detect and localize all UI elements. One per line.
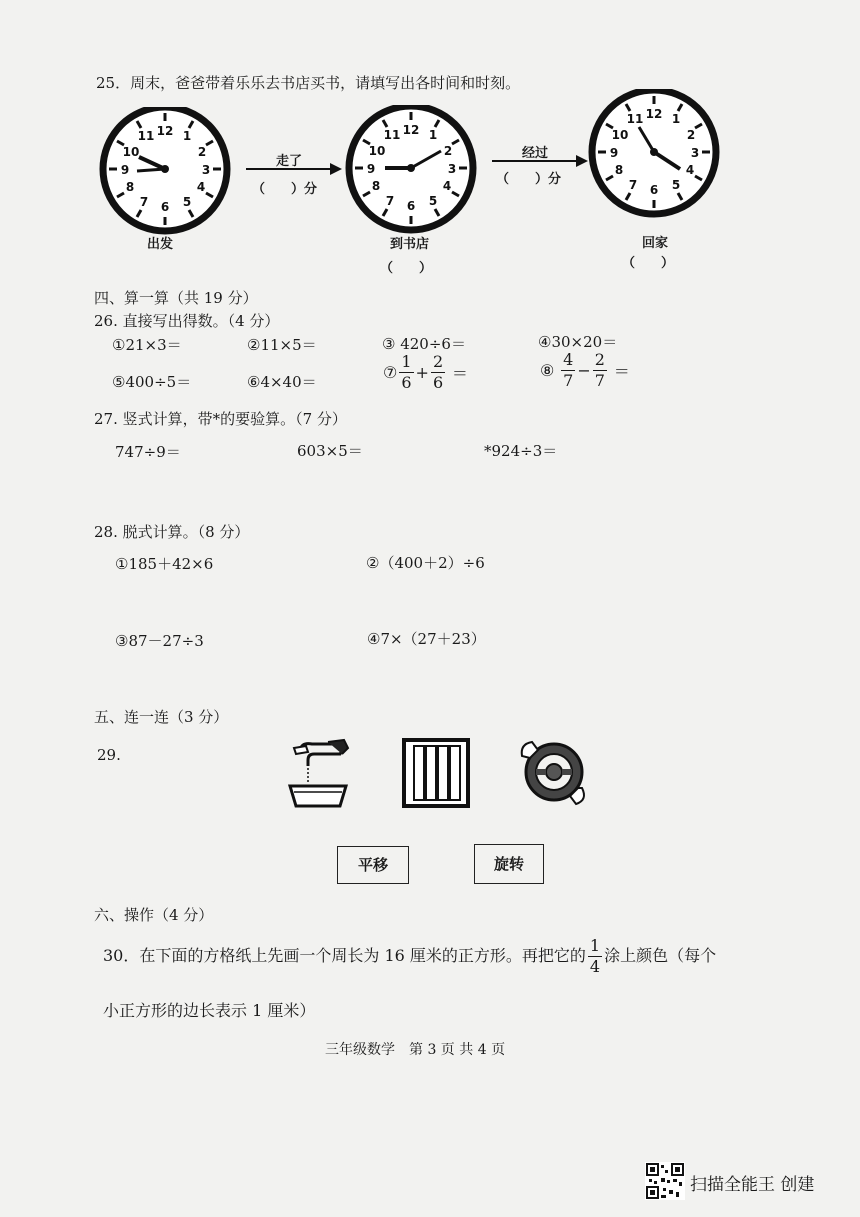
clock-bookstore	[343, 105, 483, 237]
svg-text:5: 5	[182, 195, 192, 209]
clock1-caption: 出发	[147, 237, 174, 252]
q27-item-1: 747÷9＝	[115, 443, 181, 461]
denominator: 7	[563, 371, 574, 390]
svg-text:11: 11	[383, 128, 401, 142]
walk-blank: （ ）分	[252, 182, 318, 197]
q25-text: 25．周末，爸爸带着乐乐去书店买书，请填写出各时间和时刻。	[96, 74, 521, 92]
window-grille-icon	[402, 738, 470, 808]
svg-text:1: 1	[671, 112, 681, 126]
section4-title: 四、算一算（共 19 分）	[94, 289, 258, 307]
numerator: 4	[563, 350, 574, 369]
denominator: 6	[401, 373, 412, 392]
section5-title: 五、连一连（3 分）	[94, 708, 229, 726]
clock3-blank: （ ）	[622, 256, 675, 271]
svg-text:7: 7	[139, 195, 149, 209]
pass-label: 经过	[522, 146, 549, 161]
svg-text:4: 4	[442, 179, 452, 193]
q28-item-3: ③87－27÷3	[115, 632, 204, 650]
arrow-right-icon	[490, 154, 590, 168]
svg-text:9: 9	[120, 163, 130, 177]
fraction	[431, 354, 445, 391]
svg-text:3: 3	[447, 162, 457, 176]
label-box-rotation: 旋转	[474, 844, 544, 884]
q26-item-2: ②11×5＝	[247, 336, 317, 354]
fraction	[399, 354, 413, 391]
svg-text:12: 12	[645, 107, 663, 121]
svg-text:2: 2	[686, 128, 696, 142]
svg-text:12: 12	[402, 123, 420, 137]
plus-sign: +	[415, 363, 429, 382]
label-box-translation: 平移	[337, 846, 409, 884]
svg-text:4: 4	[685, 163, 695, 177]
svg-text:11: 11	[137, 129, 155, 143]
svg-text:10: 10	[611, 128, 629, 142]
steering-wheel-icon	[516, 736, 592, 808]
q26-item-8	[540, 352, 630, 389]
svg-text:3: 3	[690, 146, 700, 160]
svg-text:8: 8	[371, 179, 381, 193]
q26-item-1: ①21×3＝	[112, 336, 182, 354]
svg-text:5: 5	[671, 178, 681, 192]
svg-text:11: 11	[626, 112, 644, 126]
clock2-caption: 到书店	[390, 237, 430, 252]
qr-code-icon	[645, 1162, 685, 1200]
svg-text:9: 9	[366, 162, 376, 176]
q30-line2: 小正方形的边长表示 1 厘米）	[103, 1001, 316, 1020]
q26-item7-prefix: ⑦	[383, 363, 398, 382]
equals-sign: ＝	[613, 362, 630, 381]
q30-text-after: 涂上颜色（每个	[604, 946, 717, 965]
svg-text:7: 7	[628, 178, 638, 192]
svg-text:6: 6	[160, 200, 170, 214]
svg-text:1: 1	[428, 128, 438, 142]
svg-text:12: 12	[156, 124, 174, 138]
numerator: 2	[594, 350, 605, 369]
denominator: 7	[594, 371, 605, 390]
q26-title: 26. 直接写出得数。（4 分）	[94, 312, 280, 330]
numerator: 2	[432, 352, 444, 371]
q26-item-6: ⑥4×40＝	[247, 373, 317, 391]
q26-item-4: ④30×20＝	[538, 333, 618, 351]
scanner-brand-text: 扫描全能王 创建	[690, 1175, 815, 1195]
faucet-basin-icon	[282, 738, 354, 812]
svg-text:2: 2	[443, 144, 453, 158]
svg-text:10: 10	[368, 144, 386, 158]
q27-item-2: 603×5＝	[297, 442, 363, 460]
arrow-right-icon	[244, 162, 344, 176]
clock-home	[586, 89, 726, 219]
numerator: 1	[401, 352, 412, 371]
q26-item8-prefix: ⑧	[540, 361, 555, 380]
minus-sign: −	[577, 361, 591, 380]
numerator: 1	[589, 936, 601, 955]
denominator: 6	[432, 373, 444, 392]
pass-blank: （ ）分	[496, 172, 562, 187]
q26-item-7	[383, 354, 468, 391]
clock3-caption: 回家	[642, 236, 669, 251]
svg-text:3: 3	[201, 163, 211, 177]
svg-text:8: 8	[125, 180, 135, 194]
svg-text:5: 5	[428, 194, 438, 208]
equals-sign: ＝	[451, 364, 468, 383]
denominator: 4	[589, 957, 601, 976]
q27-title: 27. 竖式计算，带*的要验算。（7 分）	[94, 410, 347, 428]
q30-line1	[103, 938, 716, 975]
q28-item-1: ①185＋42×6	[115, 555, 214, 573]
svg-text:8: 8	[614, 163, 624, 177]
svg-text:2: 2	[197, 145, 207, 159]
q28-title: 28. 脱式计算。（8 分）	[94, 523, 250, 541]
fraction	[588, 938, 602, 975]
q29-number: 29.	[97, 746, 121, 764]
page-footer: 三年级数学 第 3 页 共 4 页	[325, 1042, 506, 1058]
clock-departure	[97, 107, 237, 237]
svg-text:4: 4	[196, 180, 206, 194]
svg-text:9: 9	[609, 146, 619, 160]
svg-text:7: 7	[385, 194, 395, 208]
q28-item-2: ②（400＋2）÷6	[366, 554, 485, 572]
svg-text:1: 1	[182, 129, 192, 143]
q28-item-4: ④7×（27＋23）	[367, 630, 486, 648]
fraction	[593, 352, 607, 389]
q26-item-5: ⑤400÷5＝	[112, 373, 192, 391]
q27-item-3: *924÷3＝	[484, 442, 558, 460]
walk-label: 走了	[276, 154, 303, 169]
section6-title: 六、操作（4 分）	[94, 906, 214, 924]
q30-text-before: 30．在下面的方格纸上先画一个周长为 16 厘米的正方形。再把它的	[103, 946, 586, 965]
clock2-blank: （ ）	[380, 261, 433, 276]
fraction	[561, 352, 575, 389]
svg-text:6: 6	[649, 183, 659, 197]
svg-text:6: 6	[406, 199, 416, 213]
svg-text:10: 10	[122, 145, 140, 159]
q26-item-3: ③ 420÷6＝	[382, 335, 466, 353]
